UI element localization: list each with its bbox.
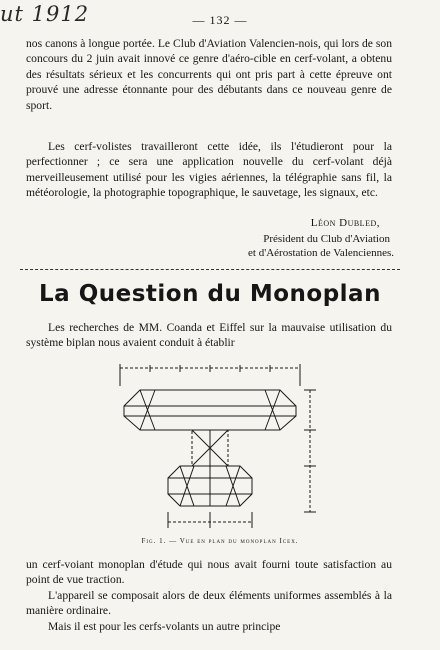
figure-caption: Fig. 1. — Vue en plan du monoplan Icex. <box>141 537 299 545</box>
paragraph-top-2: Les cerf-volistes travailleront cette idée, ils l'étudieront pour la perfectionner ; ce sera une application nouvelle du cerf-volant déjà merveilleusement utilisé pour les vigies aériennes, la télégraphie sans fil, la météorologie, la photographie topographique, le sauvetage, les signaux, etc. <box>26 140 392 200</box>
paragraph-bottom-3: Mais il est pour les cerfs-volants un autre principe <box>48 620 281 633</box>
paragraph-bottom-2: L'appareil se composait alors de deux éléments uniformes assemblés à la manière ordinaire. <box>26 589 392 618</box>
monoplan-diagram <box>110 362 330 534</box>
article-title: La Question du Monoplan <box>39 281 381 307</box>
paragraph-top-1: nos canons à longue portée. Le Club d'Aviation Valencien-nois, qui lors de son concours du 2 juin avait innové ce genre d'aéro-cible en cerf-volant, a obtenu des résultats sérieux et les concurrents qui ont pris part à cette épreuve ont prouvé une adresse étonnante pour des débutants dans ce nouveau genre de sport. <box>26 37 392 112</box>
section-divider <box>20 269 400 270</box>
signature-name: Léon Dubled, <box>310 217 380 229</box>
paragraph-bottom-1: un cerf-voiant monoplan d'étude qui nous avait fourni toute satisfaction au point de vue traction. <box>26 558 392 587</box>
signature-title-line-2: et d'Aérostation de Valenciennes. <box>248 247 394 259</box>
monoplan-plan-figure <box>110 362 330 534</box>
intro-paragraph: Les recherches de MM. Coanda et Eiffel sur la mauvaise utilisation du système biplan nous avaient conduit à établir <box>26 321 392 350</box>
handwritten-annotation: ut 1912 <box>0 2 90 26</box>
page-number: — 132 — <box>192 13 248 27</box>
signature-title-line-1: Président du Club d'Aviation <box>263 233 390 245</box>
